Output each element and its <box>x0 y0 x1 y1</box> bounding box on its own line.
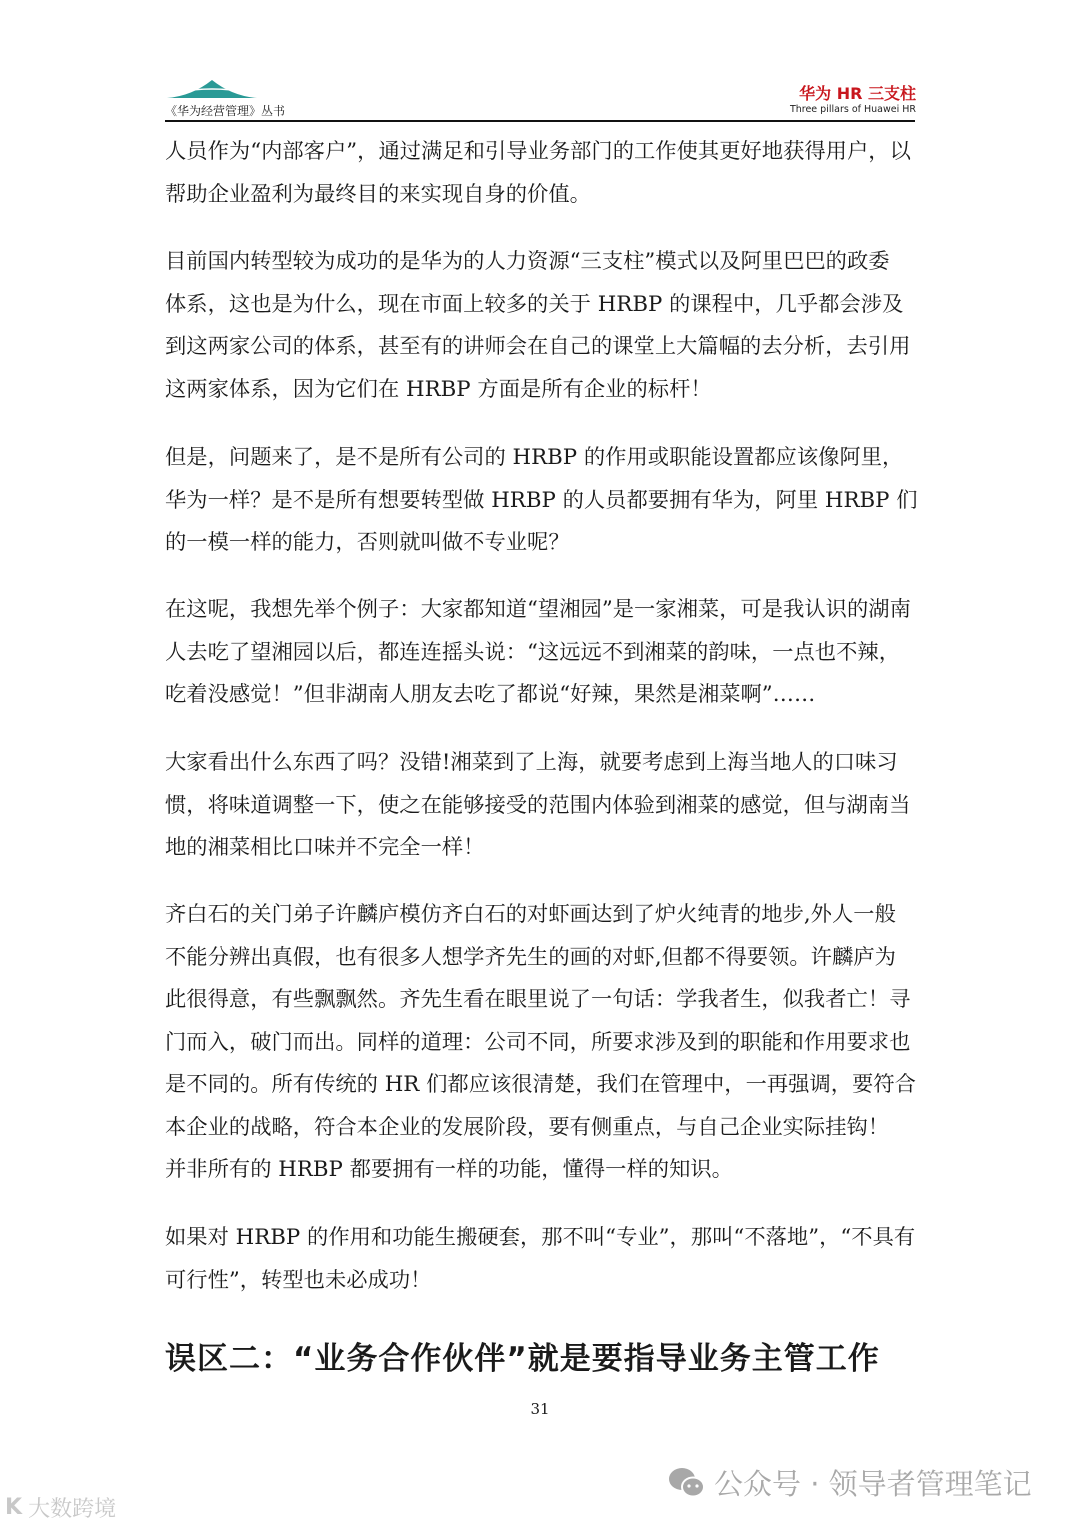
book-series-logo <box>167 78 257 100</box>
paragraph-3 <box>165 437 918 565</box>
wechat-account-name: 公众号 · 领导者管理笔记 <box>714 1467 1032 1501</box>
brand-watermark <box>5 1492 116 1523</box>
paragraph-2 <box>165 241 910 411</box>
text-line: 是不同的。所有传统的 HR 们都应该很清楚，我们在管理中，一再强调，要符合 <box>165 1072 916 1097</box>
header-right <box>790 84 916 116</box>
text-line: 人员作为“内部客户”，通过满足和引导业务部门的工作使其更好地获得用户，以 <box>165 139 911 164</box>
text-line: 此很得意，有些飘飘然。齐先生看在眼里说了一句话：学我者生，似我者亡！寻 <box>165 987 911 1012</box>
section-heading: 误区二：“业务合作伙伴”就是要指导业务主管工作 <box>165 1341 880 1377</box>
book-series-title: 《华为经营管理》丛书 <box>165 104 286 118</box>
book-title: 华为 HR 三支柱 <box>799 84 916 103</box>
text-line: 可行性”，转型也未必成功！ <box>165 1267 432 1293</box>
text-line: 如果对 HRBP 的作用和功能生搬硬套，那不叫“专业”，那叫“不落地”，“不具有 <box>165 1225 916 1250</box>
paragraph-4 <box>165 589 911 717</box>
text-line: 这两家体系，因为它们在 HRBP 方面是所有企业的标杆！ <box>165 376 712 402</box>
text-line: 目前国内转型较为成功的是华为的人力资源“三支柱”模式以及阿里巴巴的政委 <box>165 249 890 274</box>
paragraph-6 <box>165 894 916 1192</box>
text-line: 惯，将味道调整一下，使之在能够接受的范围内体验到湘菜的感觉，但与湖南当 <box>165 792 911 818</box>
brand-logo-icon: K <box>5 1495 23 1520</box>
header-left <box>165 78 285 119</box>
text-line: 地的湘菜相比口味并不完全一样！ <box>165 835 485 860</box>
wechat-icon <box>668 1466 706 1500</box>
text-line: 但是，问题来了，是不是所有公司的 HRBP 的作用或职能设置都应该像阿里， <box>165 445 904 470</box>
page-number: 31 <box>530 1400 550 1418</box>
text-line: 齐白石的关门弟子许麟庐模仿齐白石的对虾画达到了炉火纯青的地步,外人一般 <box>165 902 896 927</box>
text-line: 本企业的战略，符合本企业的发展阶段，要有侧重点，与自己企业实际挂钩！ <box>165 1114 890 1140</box>
header-divider <box>165 120 915 122</box>
text-line: 门而入，破门而出。同样的道理：公司不同，所要求涉及到的职能和作用要求也 <box>165 1029 911 1055</box>
text-line: 华为一样？是不是所有想要转型做 HRBP 的人员都要拥有华为，阿里 HRBP 们 <box>165 487 918 513</box>
wechat-watermark <box>668 1462 1032 1503</box>
paragraph-1 <box>165 131 911 216</box>
text-line: 的一模一样的能力，否则就叫做不专业呢？ <box>165 530 570 555</box>
text-line: 帮助企业盈利为最终目的来实现自身的价值。 <box>165 181 591 207</box>
text-line: 大家看出什么东西了吗？没错!湘菜到了上海，就要考虑到上海当地人的口味习 <box>165 750 898 775</box>
text-line: 在这呢，我想先举个例子：大家都知道“望湘园”是一家湘菜，可是我认识的湖南 <box>165 597 911 622</box>
text-line: 吃着没感觉！”但非湖南人朋友去吃了都说“好辣，果然是湘菜啊”…… <box>165 682 816 707</box>
text-line: 人去吃了望湘园以后，都连连摇头说：“这远远不到湘菜的韵味，一点也不辣， <box>165 639 900 665</box>
text-line: 不能分辨出真假，也有很多人想学齐先生的画的对虾,但都不得要领。许麟庐为 <box>165 944 896 970</box>
text-line: 并非所有的 HRBP 都要拥有一样的功能，懂得一样的知识。 <box>165 1157 733 1182</box>
text-line: 体系，这也是为什么，现在市面上较多的关于 HRBP 的课程中，几乎都会涉及 <box>165 291 904 317</box>
brand-name: 大数跨境 <box>28 1497 117 1522</box>
book-subtitle: Three pillars of Huawei HR <box>789 104 916 115</box>
text-line: 到这两家公司的体系，甚至有的讲师会在自己的课堂上大篇幅的去分析，去引用 <box>165 334 911 359</box>
paragraph-7 <box>165 1217 915 1302</box>
paragraph-5 <box>165 742 910 870</box>
